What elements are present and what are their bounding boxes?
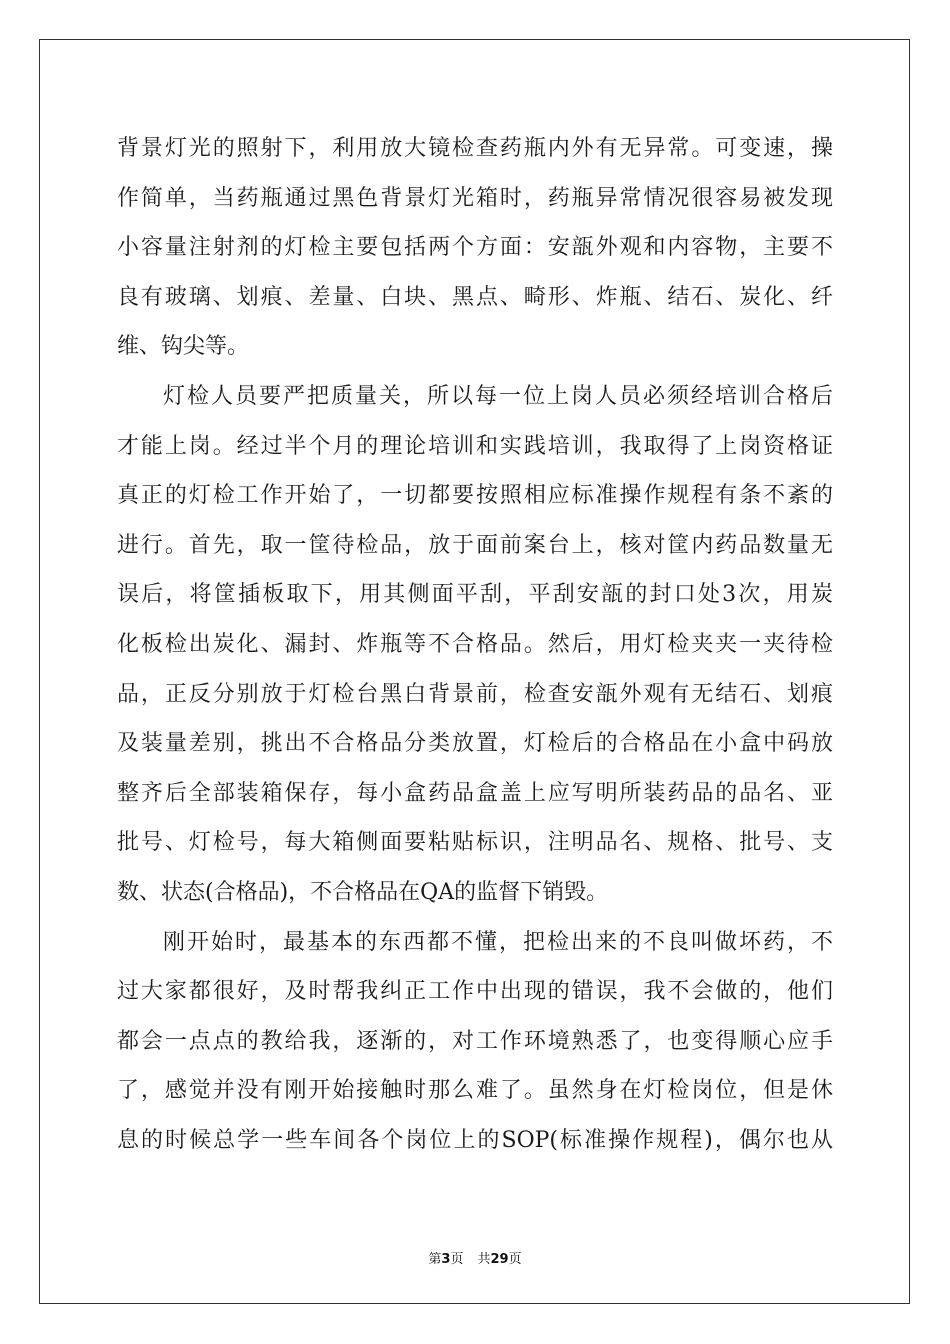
text-line: 批号、灯检号，每大箱侧面要粘贴标识，注明品名、规格、批号、支 [117, 830, 833, 855]
text-line: 数、状态(合格品)，不合格品在QA的监督下销毁。 [117, 880, 609, 905]
text-line: 过大家都很好，及时帮我纠正工作中出现的错误，我不会做的，他们 [117, 979, 833, 1004]
text-line: 了，感觉并没有刚开始接触时那么难了。虽然身在灯检岗位，但是休 [117, 1078, 833, 1103]
total-pages: 29 [490, 1252, 509, 1267]
page-frame [39, 39, 910, 1304]
page-footer [0, 1248, 950, 1267]
text-line: 进行。首先，取一筐待检品，放于面前案台上，核对筐内药品数量无 [117, 533, 833, 558]
page-suffix: 页 [450, 1252, 464, 1267]
text-line: 化板检出炭化、漏封、炸瓶等不合格品。然后，用灯检夹夹一夹待检 [117, 632, 833, 657]
text-line: 刚开始时，最基本的东西都不懂，把检出来的不良叫做坏药，不 [163, 930, 833, 955]
text-line: 品，正反分别放于灯检台黑白背景前，检查安瓿外观有无结石、划痕 [117, 682, 833, 707]
total-prefix: 共 [477, 1252, 491, 1267]
text-line: 都会一点点的教给我，逐渐的，对工作环境熟悉了，也变得顺心应手 [117, 1029, 833, 1054]
text-line: 维、钩尖等。 [117, 334, 250, 359]
text-line: 真正的灯检工作开始了，一切都要按照相应标准操作规程有条不紊的 [117, 483, 833, 508]
text-line: 及装量差别，挑出不合格品分类放置，灯检后的合格品在小盒中码放 [117, 731, 833, 756]
page-number: 3 [441, 1252, 451, 1267]
text-line: 才能上岗。经过半个月的理论培训和实践培训，我取得了上岗资格证 [117, 434, 833, 459]
text-line: 灯检人员要严把质量关，所以每一位上岗人员必须经培训合格后 [163, 384, 833, 409]
text-line: 误后，将筐插板取下，用其侧面平刮，平刮安瓿的封口处3次，用炭 [117, 582, 833, 607]
text-line: 背景灯光的照射下，利用放大镜检查药瓶内外有无异常。可变速，操 [117, 136, 833, 161]
text-line: 息的时候总学一些车间各个岗位上的SOP(标准操作规程)，偶尔也从 [117, 1128, 833, 1153]
page-prefix: 第 [428, 1252, 442, 1267]
text-line: 小容量注射剂的灯检主要包括两个方面：安瓿外观和内容物，主要不 [117, 235, 833, 260]
text-line: 整齐后全部装箱保存，每小盒药品盒盖上应写明所装药品的品名、亚 [117, 781, 833, 806]
text-line: 作简单，当药瓶通过黑色背景灯光箱时，药瓶异常情况很容易被发现 [117, 186, 833, 211]
text-line: 良有玻璃、划痕、差量、白块、黑点、畸形、炸瓶、结石、炭化、纤 [117, 285, 833, 310]
total-suffix: 页 [508, 1252, 522, 1267]
